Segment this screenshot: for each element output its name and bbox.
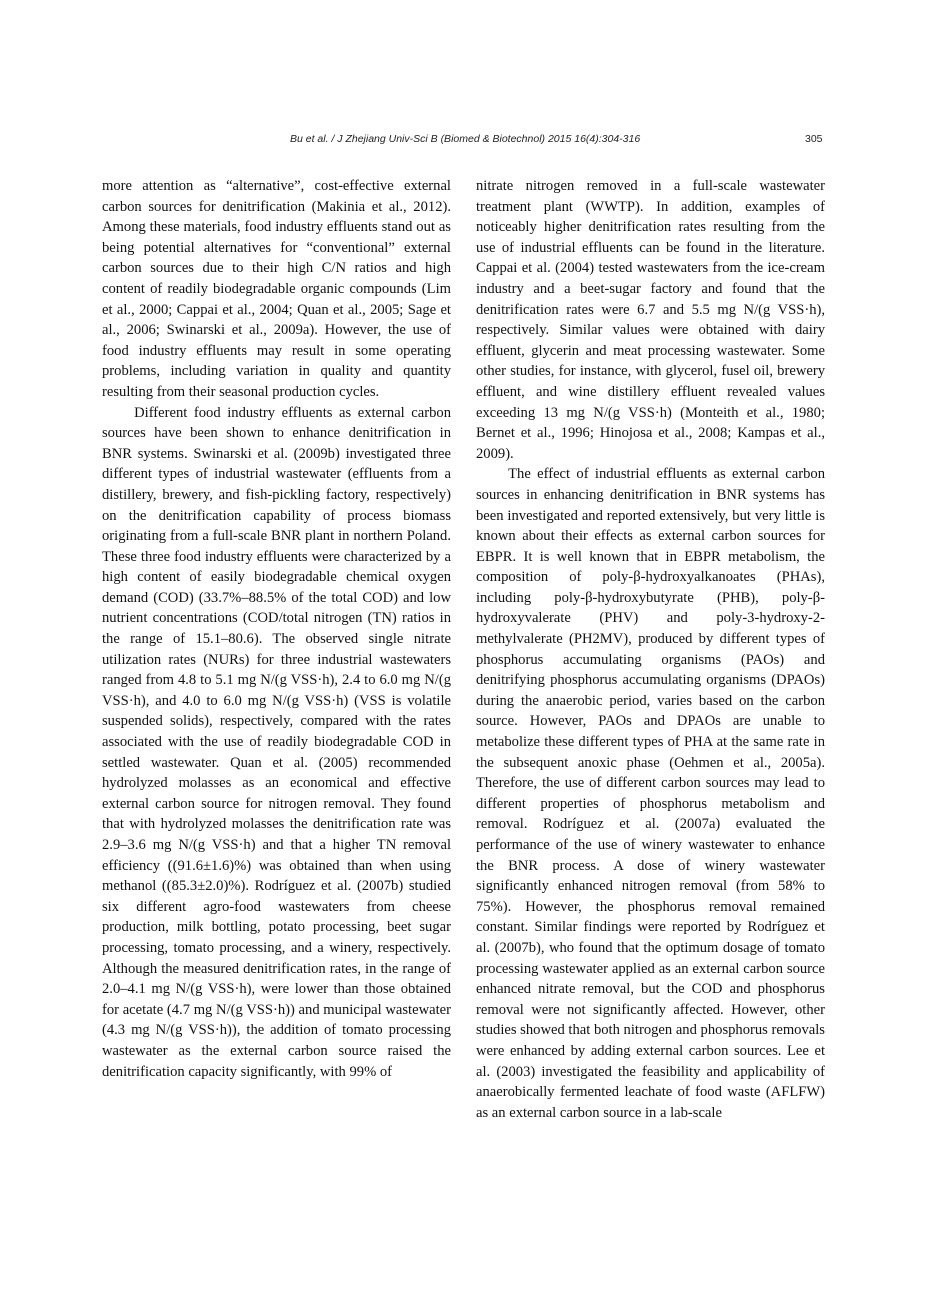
- body-paragraph: Different food industry effluents as external carbon sources have been shown to enhance denitrification in BNR systems. Swinarski et al. (2009b) investigated three different types of industrial wastewater (effluents from a distillery, brewery, and fish-pickling factory, respectively) on the denitrification capability of process biomass originating from a full-scale BNR plant in northern Poland. These three food industry effluents were characterized by a high content of easily biodegradable chemical oxygen demand (COD) (33.7%–88.5% of the total COD) and low nutrient concentrations (COD/total nitrogen (TN) ratios in the range of 15.1–80.6). The observed single nitrate utilization rates (NURs) for three industrial wastewaters ranged from 4.8 to 5.1 mg N/(g VSS·h), 2.4 to 6.0 mg N/(g VSS·h), and 4.0 to 6.0 mg N/(g VSS·h) (VSS is volatile suspended solids), respectively, compared with the rates associated with the use of readily biodegradable COD in settled wastewater. Quan et al. (2005) recommended hydrolyzed molasses as an economical and effective external carbon source for nitrogen removal. They found that with hydrolyzed molasses the denitrification rate was 2.9–3.6 mg N/(g VSS·h) and that a higher TN removal efficiency ((91.6±1.6)%) was obtained than when using methanol ((85.3±2.0)%). Rodríguez et al. (2007b) studied six different agro-food wastewaters from cheese production, milk bottling, potato processing, beet sugar processing, tomato processing, and a winery, respectively. Although the measured denitrification rates, in the range of 2.0–4.1 mg N/(g VSS·h), were lower than those obtained for acetate (4.7 mg N/(g VSS·h)) and municipal wastewater (4.3 mg N/(g VSS·h)), the addition of tomato processing wastewater as the external carbon source raised the denitrification capacity significantly, with 99% of: [102, 404, 451, 1080]
- right-column: [476, 176, 825, 1123]
- body-paragraph: The effect of industrial effluents as external carbon sources in enhancing denitrification in BNR systems has been investigated and reported extensively, but very little is known about their effects as external carbon sources for EBPR. It is well known that in EBPR metabolism, the composition of poly-β-hydroxyalkanoates (PHAs), including poly-β-hydroxybutyrate (PHB), poly-β-hydroxyvalerate (PHV) and poly-3-hydroxy-2-methylvalerate (PH2MV), produced by different types of phosphorus accumulating organisms (PAOs) and denitrifying phosphorus accumulating organisms (DPAOs) during the anaerobic period, varies based on the carbon source. However, PAOs and DPAOs are unable to metabolize these different types of PHA at the same rate in the subsequent anoxic phase (Oehmen et al., 2005a). Therefore, the use of different carbon sources may lead to different properties of phosphorus metabolism and removal. Rodríguez et al. (2007a) evaluated the performance of the use of winery wastewater to enhance the BNR process. A dose of winery wastewater significantly enhanced nitrogen removal (from 58% to 75%). However, the phosphorus removal remained constant. Similar findings were reported by Rodríguez et al. (2007b), who found that the optimum dosage of tomato processing wastewater applied as an external carbon source enhanced nitrate removal, but the COD and phosphorus removal were not significantly affected. However, other studies showed that both nitrogen and phosphorus removals were enhanced by adding external carbon sources. Lee et al. (2003) investigated the feasibility and applicability of anaerobically fermented leachate of food waste (AFLFW) as an external carbon source in a lab-scale: [476, 466, 825, 1121]
- left-column: [102, 176, 451, 1082]
- running-header: [0, 133, 925, 149]
- page-number: 305: [805, 133, 823, 145]
- body-paragraph: nitrate nitrogen removed in a full-scale wastewater treatment plant (WWTP). In addition, examples of noticeably higher denitrification rates resulting from the use of industrial effluents can be found in the literature. Cappai et al. (2004) tested wastewaters from the ice-cream industry and a beet-sugar factory and found that the denitrification rates were 6.7 and 5.5 mg N/(g VSS·h), respectively. Similar values were obtained with dairy effluent, glycerin and meat processing wastewater. Some other studies, for instance, with glycerol, fusel oil, brewery effluent, and wine distillery effluent revealed values exceeding 13 mg N/(g VSS·h) (Monteith et al., 1980; Bernet et al., 1996; Hinojosa et al., 2008; Kampas et al., 2009).: [476, 178, 825, 462]
- body-paragraph: more attention as “alternative”, cost-effective external carbon sources for denitrification (Makinia et al., 2012). Among these materials, food industry effluents stand out as being potential alternatives for “conventional” external carbon sources due to their high C/N ratios and high content of readily biodegradable organic compounds (Lim et al., 2000; Cappai et al., 2004; Quan et al., 2005; Sage et al., 2006; Swinarski et al., 2009a). However, the use of food industry effluents may result in some operating problems, including variation in quality and quantity resulting from their seasonal production cycles.: [102, 178, 451, 400]
- running-title: Bu et al. / J Zhejiang Univ-Sci B (Biomed & Biotechnol) 2015 16(4):304-316: [290, 133, 641, 145]
